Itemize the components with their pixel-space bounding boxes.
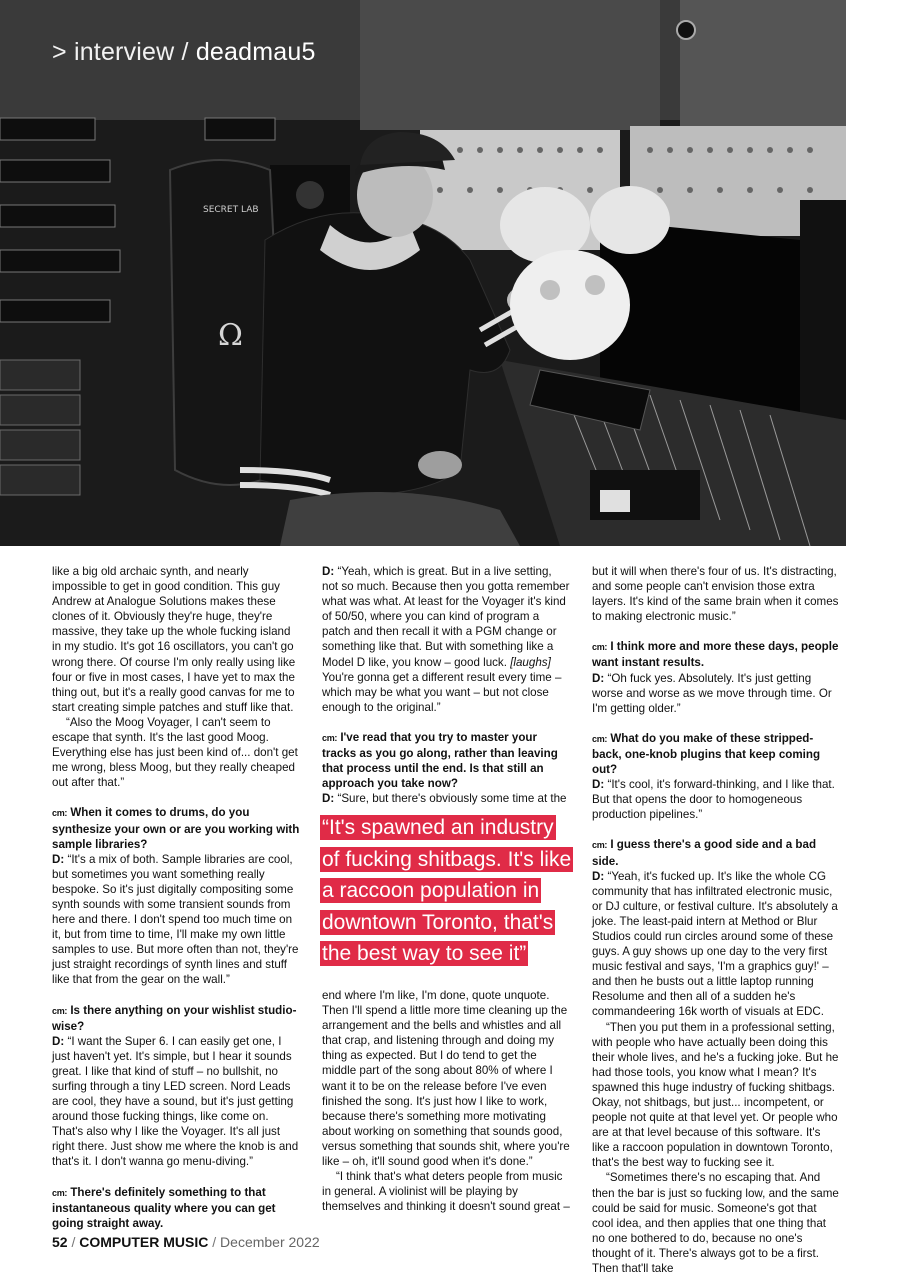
question-text: I guess there's a good side and a bad side. — [592, 838, 817, 868]
answer — [52, 852, 300, 988]
answer-text: “Yeah, which is great. But in a live setting, not so much. Because then you gotta remember what was what. At least for the Voyager it's kind of 50/50, where you can kind of program a patch and then recall it with a PGM change or something like that. But with something like a Model D like, you know – good luck. — [322, 565, 570, 669]
answer-text: “Yeah, it's fucked up. It's like the whole CG community that has infiltrated electronic music, or DJ culture, or festival culture. It's absolutely a joke. The least-paid intern at Method or Blur Studios could run circles around some of these guys. A guy shows up one day to the very first music festival and says, 'I'm a graphics guy!' – and then he busts out a little laptop running Resolume and then all of a sudden he's commandeering 16k worth of visuals at EDC. — [592, 869, 838, 1019]
magazine-name: COMPUTER MUSIC — [79, 1234, 209, 1250]
question — [592, 837, 840, 868]
answer — [322, 791, 570, 806]
pull-quote — [320, 812, 572, 970]
paragraph: like a big old archaic synth, and nearly impossible to get in good condition. This guy Andrew at Analogue Solutions makes these clones of it. Obviously they're huge, they're massive, they take up the whole fucking island in my studio. It's got 16 oscillators, you can't go wrong there. Of course I'm only really using like four or five in most cases, I have yet to max the thing out, but it's a really good canvas for me to start creating simple patches and stuff like that. — [52, 565, 296, 714]
answer-tag: D: — [592, 778, 605, 792]
question-text: There's definitely something to that instantaneous quality where you can get going straight away. — [52, 1185, 276, 1230]
cm-tag: cm: — [52, 1005, 68, 1016]
paragraph: “I think that's what deters people from music in general. A violinist will be playing by themselves and thinking it doesn't sound great – — [322, 1170, 570, 1214]
column-1 — [52, 564, 300, 1231]
paragraph: “Sometimes there's no escaping that. And then the bar is just so fucking low, and the same could be said for music. Someone's got that cool idea, and then applies that one thing that no one bothered to do, because no one's thought of it. There's always got to be a first. Then that'll take — [592, 1171, 839, 1276]
answer-tag: D: — [322, 565, 335, 578]
answer-tag: D: — [52, 1034, 65, 1048]
answer-text-end: You're gonna get a different result every time – which may be what you want – but not close enough to the original.” — [322, 670, 562, 714]
studio-photo-illustration — [0, 0, 846, 546]
cm-tag: cm: — [592, 642, 608, 653]
question-text: I've read that you try to master your tracks as you go along, rather than leaving that process until the end. Is that still an approach you take now? — [322, 730, 558, 791]
question — [52, 805, 300, 851]
question — [592, 639, 840, 670]
issue-date: December 2022 — [220, 1234, 320, 1250]
answer — [592, 777, 840, 822]
question-text: What do you make of these stripped-back, one-knob plugins that keep coming out? — [592, 731, 821, 777]
answer — [52, 1034, 300, 1170]
paragraph: end where I'm like, I'm done, quote unquote. Then I'll spend a little more time cleaning up the arrangement and the bells and whistles and all that crap, and listening through and doing my thing as expected. But I do tend to get the middle part of the song about 80% of where I want it to be on the release before I've even finished the song. It's just how I like to work, because there's something more motivating about working on something that sounds good, versus something that sounds shit, where you're like – oh, it'll sound good when it's done.” — [322, 989, 570, 1169]
kicker-prefix: > interview / — [52, 38, 196, 66]
question-text: Is there anything on your wishlist studio-wise? — [52, 1003, 297, 1033]
answer-tag: D: — [52, 852, 65, 866]
pull-quote-text: “It's spawned an industry of fucking shitbags. It's like a raccoon population in downtown Toronto, that's the best way to see it” — [322, 816, 572, 965]
answer-tag: D: — [592, 869, 605, 883]
question — [592, 731, 840, 777]
answer-text: “I want the Super 6. I can easily get one, I just haven't yet. It's simple, but I hear it sounds great. I like that kind of stuff – no bullshit, no surfing through a tiny LED screen. Nord Leads are cool, they have a sound, but it's just getting around those fucking things, like come on. That's also why I like the Voyager. It's all just right there. Just show me where the knob is and that's it. I don't wanna go menu-diving.” — [52, 1034, 299, 1169]
chair-brand-text: SECRET LAB — [203, 205, 259, 215]
cm-tag: cm: — [592, 840, 608, 851]
section-kicker — [52, 38, 316, 67]
column-3 — [592, 564, 840, 1276]
cm-tag: cm: — [322, 732, 338, 743]
question — [322, 730, 570, 791]
question — [52, 1185, 300, 1231]
hero-photo — [0, 0, 846, 546]
paragraph: “Then you put them in a professional setting, with people who have actually been doing this their whole lives, and he's a fucking joke. But he had those tools, you know what I mean? It's spawned this huge industry of fucking shitbags. Okay, not shitbags, but just... incompetent, or people not quite at that level yet. Or people who are at that level because of this software. It's like a raccoon population in downtown Toronto, that's the best way to fucking see it. — [592, 1020, 839, 1170]
question — [52, 1003, 300, 1034]
cm-tag: cm: — [592, 733, 608, 744]
answer-text: “Oh fuck yes. Absolutely. It's just getting worse and worse as we move through time. Or I'm getting older.” — [592, 671, 832, 715]
cm-tag: cm: — [52, 1187, 68, 1198]
answer — [322, 564, 570, 715]
paragraph: “Also the Moog Voyager, I can't seem to escape that synth. It's the last good Moog. Everything else has just been kind of... don't get me wrong, bless Moog, but they really cheaped out after that.” — [52, 715, 298, 790]
column-2-bottom — [322, 988, 570, 1214]
answer — [592, 671, 840, 716]
page-footer — [52, 1234, 320, 1250]
answer-tag: D: — [322, 792, 335, 806]
footer-separator: / — [212, 1234, 217, 1250]
column-2-top — [322, 564, 570, 806]
answer-text: “It's a mix of both. Sample libraries are cool, but sometimes you want something really bespoke. So it's just digitally compositing some synth sounds with some transient sounds from here and there. I don't spend too much time on it, but from time to time, I'll make my own little samples to use. But more often than not, they're just straight recordings of synth lines and stuff like that from the gear on the wall.” — [52, 852, 299, 987]
answer-aside: [laughs] — [510, 655, 551, 669]
answer-text: “Sure, but there's obviously some time at the — [334, 792, 567, 806]
answer — [592, 869, 840, 1020]
answer-tag: D: — [592, 671, 605, 685]
footer-separator: / — [71, 1234, 76, 1250]
page-number: 52 — [52, 1234, 68, 1250]
kicker-subject: deadmau5 — [195, 38, 316, 66]
svg-text:Ω: Ω — [218, 318, 243, 353]
cm-tag: cm: — [52, 808, 68, 819]
paragraph: but it will when there's four of us. It's distracting, and some people can't envision those extra layers. It's kind of the same brain when it comes to making electronic music.” — [592, 565, 839, 624]
question-text: When it comes to drums, do you synthesize your own or are you working with sample libraries? — [52, 806, 300, 851]
answer-text: “It's cool, it's forward-thinking, and I like that. But that opens the door to homogeneous production pipelines.” — [592, 778, 835, 822]
question-text: I think more and more these days, people want instant results. — [592, 640, 839, 670]
